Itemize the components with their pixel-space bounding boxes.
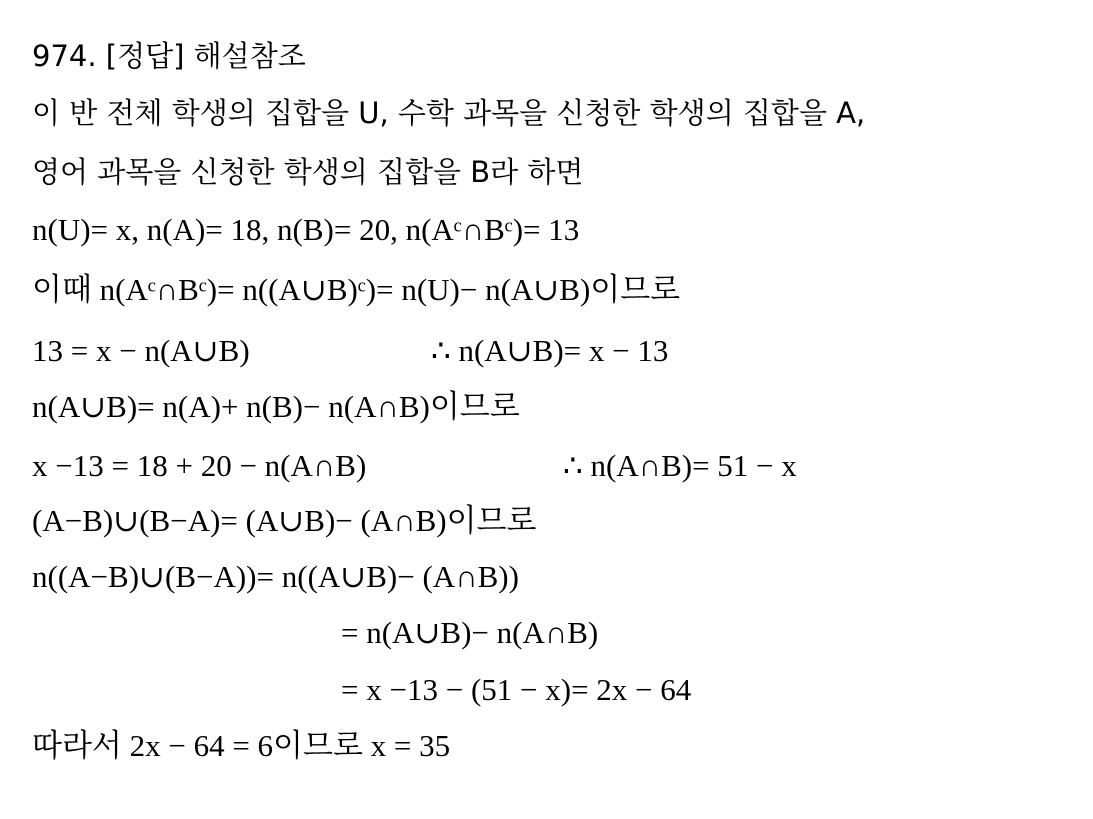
- symmetric-count-line: n((A−B)∪(B−A))= n((A∪B)− (A∩B)): [32, 559, 519, 594]
- symmetric-difference-line: (A−B)∪(B−A)= (A∪B)− (A∩B)이므로: [32, 503, 537, 538]
- solution-line-2: 영어 과목을 신청한 학생의 집합을 B라 하면: [32, 155, 584, 189]
- intersection-result-line: ∴ n(A∩B)= 51 − x: [563, 448, 797, 483]
- inclusion-exclusion-line: n(A∪B)= n(A)+ n(B)− n(A∩B)이므로: [32, 389, 520, 424]
- final-answer-line: 따라서 2x − 64 = 6이므로 x = 35: [32, 728, 451, 763]
- problem-title: 974. [정답] 해설참조: [32, 39, 306, 73]
- given-values-line: n(U)= x, n(A)= 18, n(B)= 20, n(Aᶜ∩Bᶜ)= 13: [32, 212, 580, 247]
- symmetric-count-step-3: = x −13 − (51 − x)= 2x − 64: [341, 672, 692, 707]
- intersection-equation-line: x −13 = 18 + 20 − n(A∩B): [32, 448, 367, 483]
- complement-formula-line: 이때 n(Aᶜ∩Bᶜ)= n((A∪B)ᶜ)= n(U)− n(A∪B)이므로: [32, 272, 681, 307]
- union-equation-line: 13 = x − n(A∪B): [32, 333, 250, 368]
- solution-line-1: 이 반 전체 학생의 집합을 U, 수학 과목을 신청한 학생의 집합을 A,: [32, 96, 866, 130]
- union-result-line: ∴ n(A∪B)= x − 13: [431, 333, 669, 368]
- symmetric-count-step-2: = n(A∪B)− n(A∩B): [341, 615, 599, 650]
